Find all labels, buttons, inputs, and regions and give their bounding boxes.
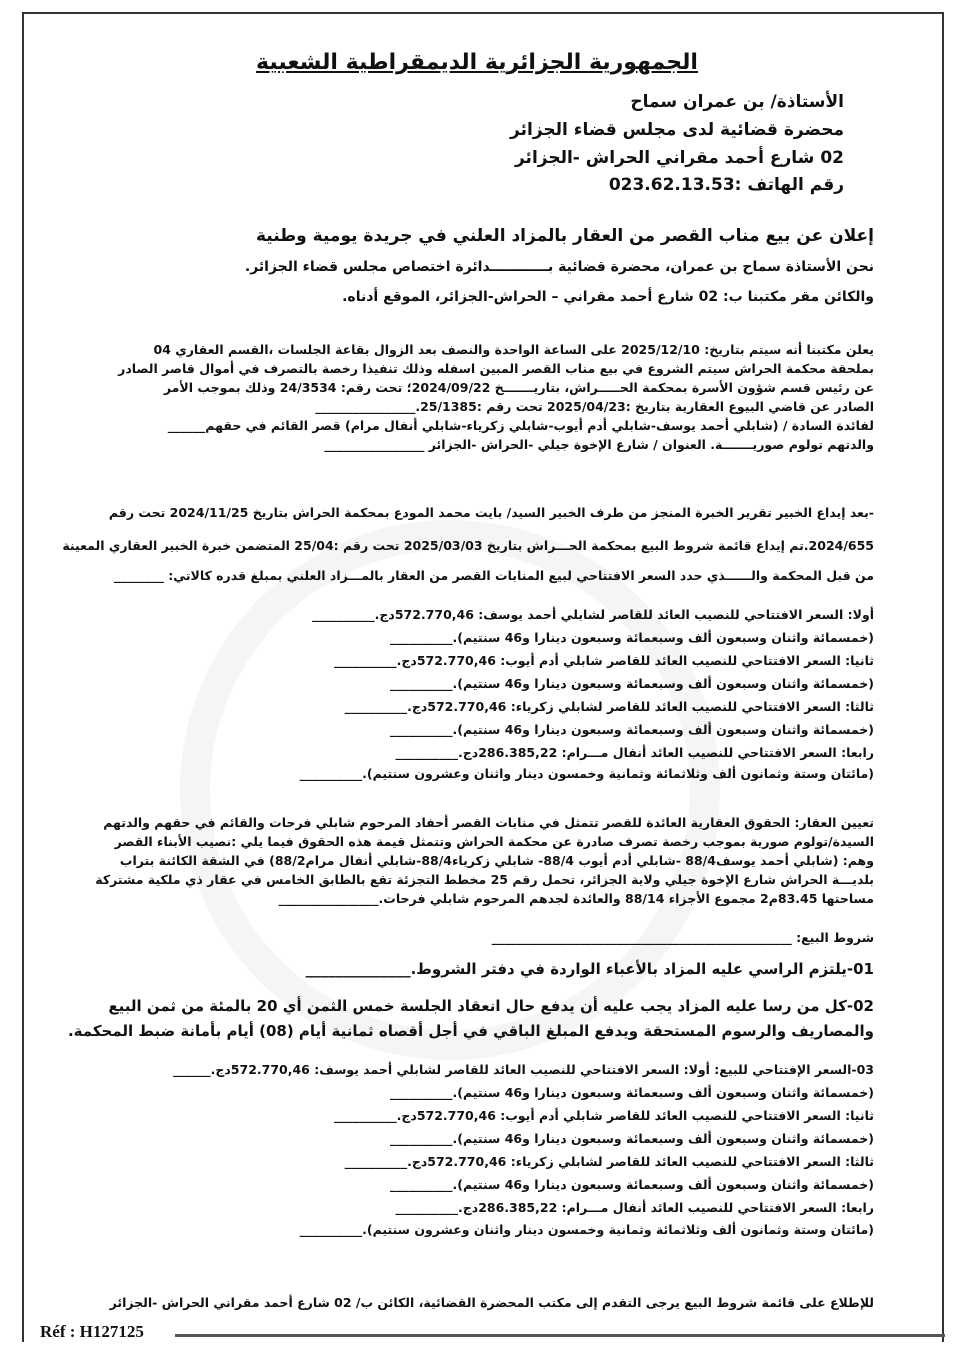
price-line: (مائتان وستة وثمانون ألف وثلاثمائة وثمانية وخمسون دينار واثنان وعشرون سنتيم).__________ (299, 1222, 874, 1237)
paragraph-line: 2024/655.تم إيداع قائمة شروط البيع بمحكمة الحـــراش بتاريخ 2025/03/03 تحت رقم :25/04 المتضمن خبرة الخبير العقاري المعينة (62, 538, 874, 553)
price-line: ثالثا: السعر الافتتاحي للنصيب العائد للقاصر لشابلي زكرياء: 572.770,46دج.__________ (344, 1154, 874, 1169)
paragraph-line: لفائدة السادة / (شابلي أحمد يوسف-شابلي أدم أيوب-شابلي زكرياء-شابلي أنفال مرام) قصر القائم في حقهم______ (167, 418, 874, 433)
footer-note: للإطلاع على قائمة شروط البيع يرجى التقدم إلى مكتب المحضرة القضائية، الكائن ب/ 02 شارع أحمد مقراني الحراش -الجزائر (109, 1295, 874, 1310)
paragraph-line: يعلن مكتبنا أنه سيتم بتاريخ: 2025/12/10 على الساعة الواحدة والنصف بعد الزوال بقاعة الجلسات ،القسم العقاري 04 (153, 342, 874, 357)
conditions-title: شروط البيع: ________________________________________________ (491, 930, 874, 945)
price-line: (خمسمائة واثنان وسبعون ألف وسبعمائة وسبعون دينارا و46 سنتيم).__________ (389, 1177, 874, 1192)
price-line: ثانيا: السعر الافتتاحي للنصيب العائد للقاصر شابلي أدم أيوب: 572.770,46دج.__________ (334, 653, 874, 668)
property-line: وهم: (شابلي أحمد يوسف88/4 -شابلي أدم أيوب 88/4- شابلي زكرياء88/4-شابلي أنفال مرام88/2) في الشقة الكائنة بتراب (119, 853, 874, 868)
price-line: رابعا: السعر الافتتاحي للنصيب العائد أنفال مـــرام: 286.385,22دج.__________ (395, 1200, 874, 1215)
property-line: مساحتها 83.45م2 مجموع الأجزاء 88/14 والعائدة لجدهم المرحوم شابلي فرحات.________________ (278, 891, 874, 906)
notice-heading: إعلان عن بيع مناب القصر من العقار بالمزاد العلني في جريدة يومية وطنية (255, 226, 874, 246)
price-line: (خمسمائة واثنان وسبعون ألف وسبعمائة وسبعون دينارا و46 سنتيم).__________ (389, 1131, 874, 1146)
property-line: بلديـــة الحراش شارع الإخوة جيلي ولاية الجزائر، تحمل رقم 25 مخطط التجزئة تقع بالطابق الخامس في عقار ذي ملكية مشتركة (95, 872, 874, 887)
condition-line: 01-يلتزم الراسي عليه المزاد بالأعباء الواردة في دفتر الشروط.______________ (305, 960, 874, 978)
condition-line: والمصاريف والرسوم المستحقة ويدفع المبلغ الباقي في أجل أقصاه ثمانية أيام (08) أيام بأمانة ضبط المحكمة. (67, 1022, 874, 1040)
paragraph-line: -بعد إيداع الخبير تقرير الخبرة المنجز من طرف الخبير السيد/ بايت محمد المودع بمحكمة الحراش بتاريخ 2024/11/25 تحت رقم (108, 505, 874, 520)
intro-line: والكائن مقر مكتبنا ب: 02 شارع أحمد مقراني – الحراش-الجزائر، الموقع أدناه. (342, 289, 874, 305)
paragraph-line: والدتهم تولوم صوريـــــــة. العنوان / شارع الإخوة جيلي -الحراش -الجزائر ________________ (324, 437, 874, 452)
price-line: (خمسمائة واثنان وسبعون ألف وسبعمائة وسبعون دينارا و46 سنتيم).__________ (389, 722, 874, 737)
price-line: (خمسمائة واثنان وسبعون ألف وسبعمائة وسبعون دينارا و46 سنتيم).__________ (389, 676, 874, 691)
property-line: السيدة/تولوم صورية بموجب رخصة تصرف صادرة عن محكمة الحراش وتتمثل قيمة هذه الحقوق فيما يلي :نصيب الأبناء القصر (114, 834, 874, 849)
price-line: ثانيا: السعر الافتتاحي للنصيب العائد للقاصر شابلي أدم أيوب: 572.770,46دج.__________ (334, 1108, 874, 1123)
document-title: الجمهورية الجزائرية الديمقراطية الشعبية (256, 50, 698, 75)
header-line: 02 شارع أحمد مقراني الحراش -الجزائر (514, 148, 844, 168)
bottom-divider (175, 1334, 945, 1337)
header-line: محضرة قضائية لدى مجلس قضاء الجزائر (510, 120, 844, 140)
price-line: أولا: السعر الافتتاحي للنصيب العائد للقاصر لشابلي أحمد يوسف: 572.770,46دج.__________ (312, 607, 874, 622)
header-line: رقم الهاتف :023.62.13.53 (608, 175, 844, 195)
property-line: تعيين العقار: الحقوق العقارية العائدة للقصر تتمثل في منابات القصر أحفاد المرحوم شابلي فرحات والقائم في حقهم والدتهم (103, 815, 874, 830)
paragraph-line: الصادر عن قاضي البيوع العقارية بتاريخ :2025/04/23 تحت رقم :25/1385.________________ (315, 399, 874, 414)
price-line: (خمسمائة واثنان وسبعون ألف وسبعمائة وسبعون دينارا و46 سنتيم).__________ (389, 1085, 874, 1100)
paragraph-line: من قبل المحكمة والــــــذي حدد السعر الافتتاحي لبيع المنابات القصر من العقار بالمـــزاد العلني بمبلغ قدره كالاتي: ________ (113, 568, 874, 583)
intro-line: نحن الأستاذة سماح بن عمران، محضرة قضائية بــــــــــــدائرة اختصاص مجلس قضاء الجزائر. (244, 259, 874, 275)
price-line: (مائتان وستة وثمانون ألف وثلاثمائة وثمانية وخمسون دينار واثنان وعشرون سنتيم).__________ (299, 766, 874, 781)
header-line: الأستاذة/ بن عمران سماح (630, 92, 844, 112)
paragraph-line: عن رئيس قسم شؤون الأسرة بمحكمة الحـــــراش، بتاريـــــــخ 2024/09/22؛ تحت رقم: 24/3534 وذلك بموجب الأمر (163, 380, 874, 395)
price-line: 03-السعر الإفتتاحي للبيع: أولا: السعر الافتتاحي للنصيب العائد للقاصر لشابلي أحمد يوسف: 572.770,46دج.______ (173, 1062, 874, 1077)
condition-line: 02-كل من رسا عليه المزاد يجب عليه أن يدفع حال انعقاد الجلسة خمس الثمن أي 20 بالمئة من ثمن البيع (108, 997, 874, 1015)
reference-number: Réf : H127125 (40, 1322, 148, 1342)
price-line: رابعا: السعر الافتتاحي للنصيب العائد أنفال مـــرام: 286.385,22دج.__________ (395, 745, 874, 760)
price-line: ثالثا: السعر الافتتاحي للنصيب العائد للقاصر لشابلي زكرياء: 572.770,46دج.__________ (344, 699, 874, 714)
price-line: (خمسمائة واثنان وسبعون ألف وسبعمائة وسبعون دينارا و46 سنتيم).__________ (389, 630, 874, 645)
paragraph-line: بملحقة محكمة الحراش سيتم الشروع في بيع مناب القصر المبين اسفله وذلك تنفيذا رخصة بالتصرف في أموال قاصر الصادر (118, 361, 874, 376)
